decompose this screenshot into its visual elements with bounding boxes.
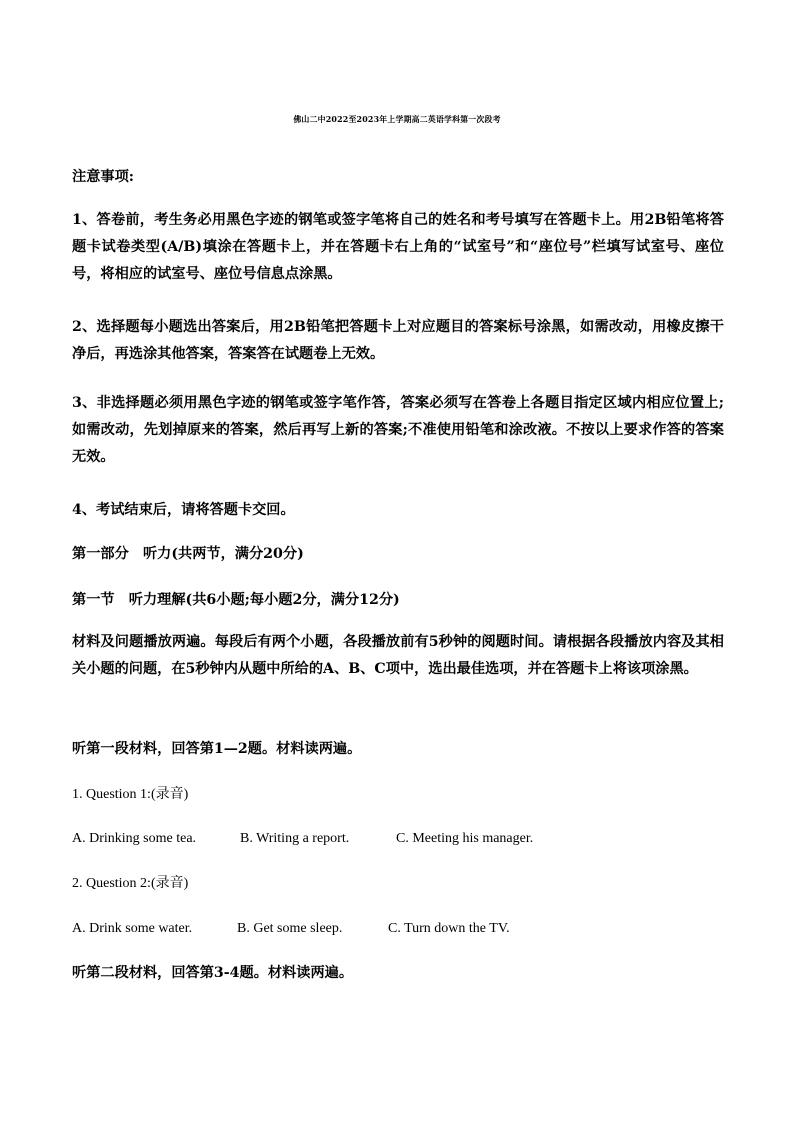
section1-heading: 第一节 听力理解(共6小题;每小题2分，满分12分) [72, 592, 400, 608]
notice-item-1: 1、答卷前，考生务必用黑色字迹的钢笔或签字笔将自己的姓名和考号填写在答题卡上。用2B铅笔将答题卡试卷类型(A/B)填涂在答题卡上，并在答题卡右上角的“试室号”和“座位号”栏填写试室号、座位号，将相应的试室号、座位号信息点涂黑。 [72, 212, 724, 282]
passage1-heading: 听第一段材料，回答第1—2题。材料读两遍。 [72, 741, 362, 757]
notice-item-3: 3、非选择题必须用黑色字迹的钢笔或签字笔作答，答案必须写在答卷上各题目指定区域内相应位置上;如需改动，先划掉原来的答案，然后再写上新的答案;不准使用铅笔和涂改液。不按以上要求作答的答案无效。 [72, 395, 724, 465]
passage2-heading: 听第二段材料，回答第3-4题。材料读两遍。 [72, 965, 354, 981]
notice-item-4: 4、考试结束后，请将答题卡交回。 [72, 502, 295, 518]
page-title: 佛山二中2022至2023年上学期高二英语学科第一次段考 [293, 115, 501, 124]
question-2-option-a[interactable]: A. Drink some water. [72, 921, 193, 936]
question-1-option-c[interactable]: C. Meeting his manager. [396, 831, 534, 846]
notice-heading: 注意事项: [72, 169, 134, 185]
question-2-stem: 2. Question 2:(录音) [72, 876, 189, 891]
notice-item-2: 2、选择题每小题选出答案后，用2B铅笔把答题卡上对应题目的答案标号涂黑，如需改动，用橡皮擦干净后，再选涂其他答案，答案答在试题卷上无效。 [72, 319, 724, 362]
question-2-option-b[interactable]: B. Get some sleep. [237, 921, 343, 936]
question-1-option-a[interactable]: A. Drinking some tea. [72, 831, 197, 846]
question-1-options [72, 829, 724, 849]
question-2-options [72, 919, 724, 939]
listening-instructions: 材料及问题播放两遍。每段后有两个小题，各段播放前有5秒钟的阅题时间。请根据各段播放内容及其相关小题的问题，在5秒钟内从题中所给的A、B、C项中，选出最佳选项，并在答题卡上将该项涂黑。 [72, 634, 724, 677]
part1-heading: 第一部分 听力(共两节，满分20分) [72, 546, 304, 562]
question-2-option-c[interactable]: C. Turn down the TV. [388, 921, 510, 936]
question-1-option-b[interactable]: B. Writing a report. [240, 831, 350, 846]
question-1-stem: 1. Question 1:(录音) [72, 787, 189, 802]
